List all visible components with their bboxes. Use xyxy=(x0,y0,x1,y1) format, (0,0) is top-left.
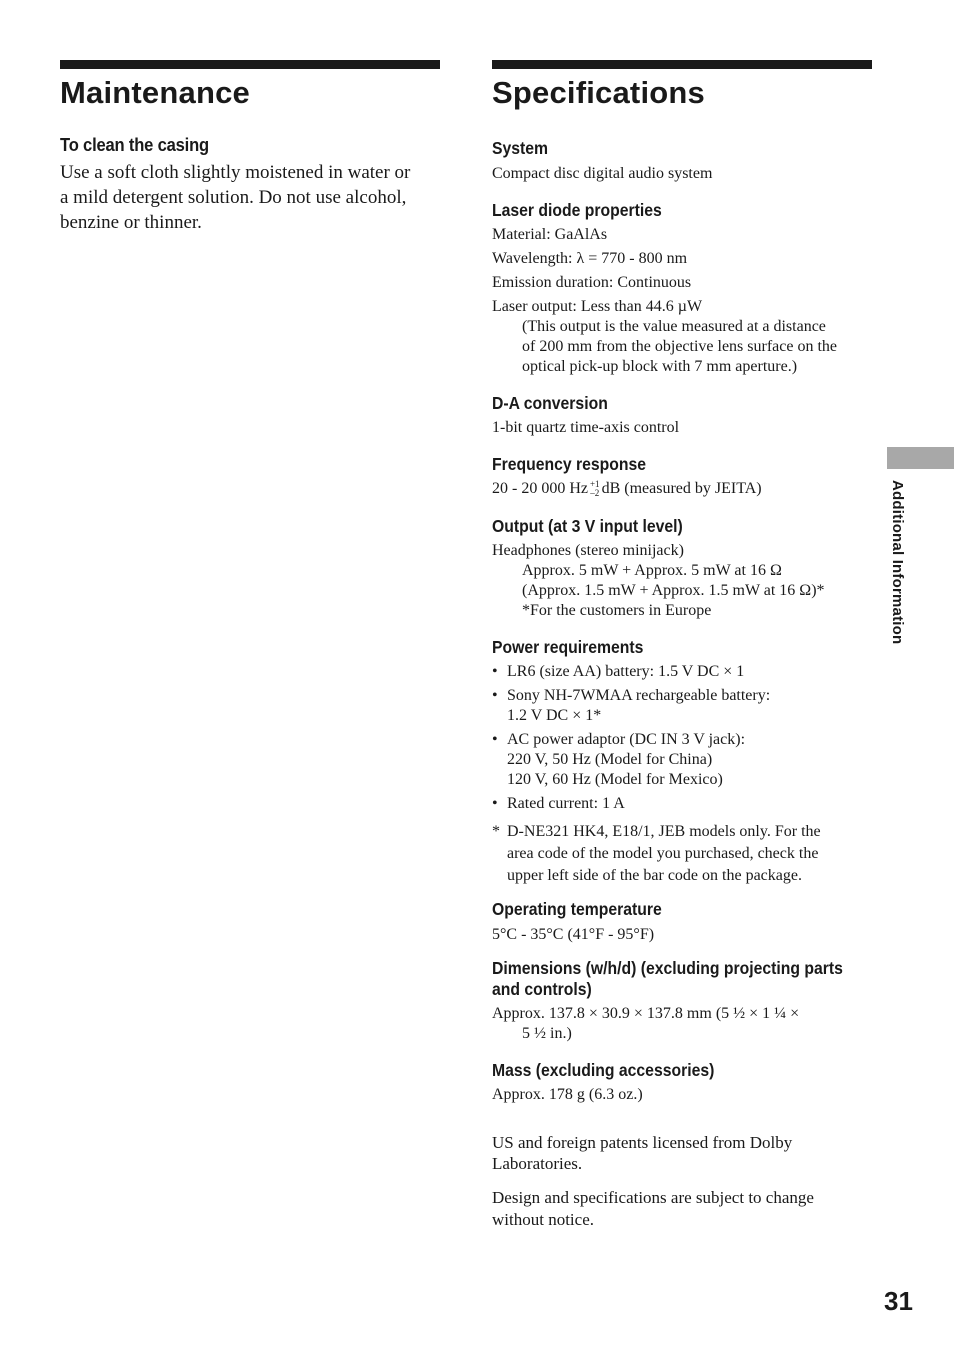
maintenance-body: Use a soft cloth slightly moistened in water or a mild detergent solution. Do not use alcohol, benzine or thinner. xyxy=(60,162,411,233)
patent-note: US and foreign patents licensed from Dolby Laboratories. xyxy=(492,1133,793,1173)
maintenance-rule xyxy=(60,60,440,69)
spec-mass: Mass (excluding accessories) Approx. 178 g (6.3 oz.) xyxy=(492,1060,715,1103)
section-tab xyxy=(887,447,954,469)
specifications-title: Specifications xyxy=(492,75,705,110)
specifications-rule xyxy=(492,60,872,69)
change-notice: Design and specifications are subject to change without notice. xyxy=(492,1188,814,1229)
spec-temperature: Operating temperature 5°C - 35°C (41°F - 95°F) xyxy=(492,899,662,943)
spec-power: Power requirements • LR6 (size AA) battery: 1.5 V DC × 1 • Sony NH-7WMAA rechargeable battery: 1.2 V DC × 1* • AC power adaptor (DC IN 3 V jack): 220 V, 50 Hz (Model for China) 120 V, 60 Hz (Model for Mexico) • Rated current: 1 A * D-NE321 HK4, E18/1, JEB models only. For the area code of the model you purchased, check the upper left side of the bar code on the package. xyxy=(492,637,877,887)
maintenance-title: Maintenance xyxy=(60,75,250,110)
list-item: • LR6 (size AA) battery: 1.5 V DC × 1 xyxy=(492,663,745,680)
power-footnote: * D-NE321 HK4, E18/1, JEB models only. For the area code of the model you purchased, check the upper left side of the bar code on the package. xyxy=(492,823,821,884)
spec-laser: Laser diode properties Material: GaAlAs Wavelength: λ = 770 - 800 nm Emission duration: Continuous Laser output: Less than 44.6 µW (This output is the value measured at a distance of 200 mm from the objective lens surface on the optical pick-up block with 7 mm aperture.) xyxy=(492,200,838,375)
list-item: • AC power adaptor (DC IN 3 V jack): 220 V, 50 Hz (Model for China) 120 V, 60 Hz (Model for Mexico) xyxy=(492,731,746,788)
maintenance-section xyxy=(60,135,445,235)
page-number: 31 xyxy=(884,1286,913,1316)
list-item: • Rated current: 1 A xyxy=(492,795,625,812)
spec-output: Output (at 3 V input level) Headphones (stereo minijack) Approx. 5 mW + Approx. 5 mW at 16 Ω (Approx. 1.5 mW + Approx. 1.5 mW at 16 Ω)* *For the customers in Europe xyxy=(492,516,825,619)
spec-dimensions: Dimensions (w/h/d) (excluding projecting parts and controls) Approx. 137.8 × 30.9 × 137.8 mm (5 ½ × 1 ¼ × 5 ½ in.) xyxy=(492,958,843,1042)
maintenance-subtitle: To clean the casing xyxy=(60,135,209,155)
section-tab-label: Additional Information xyxy=(889,480,906,645)
spec-system: System Compact disc digital audio system xyxy=(492,138,713,182)
spec-da: D-A conversion 1-bit quartz time-axis control xyxy=(492,393,680,436)
list-item: • Sony NH-7WMAA rechargeable battery: 1.2 V DC × 1* xyxy=(492,687,771,724)
spec-frequency: Frequency response 20 - 20 000 Hz +1 –2 dB (measured by JEITA) xyxy=(492,454,762,499)
